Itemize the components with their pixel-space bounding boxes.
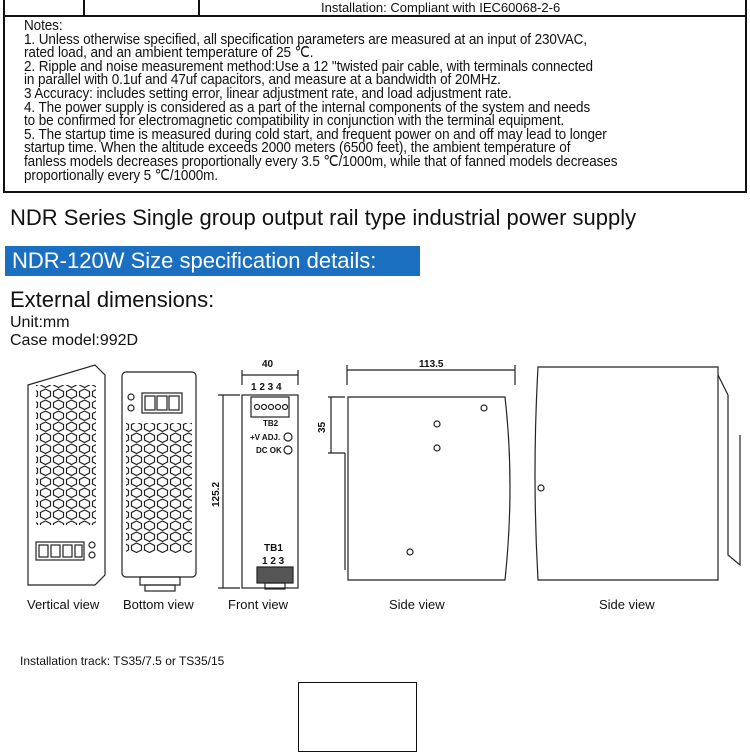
note-line: 1. Unless otherwise specified, all specification parameters are measured at an input of 230VAC, bbox=[24, 30, 588, 48]
vadj-label: +V ADJ. bbox=[250, 433, 281, 442]
unit-label: Unit:mm bbox=[10, 314, 70, 331]
note-line: 3 Accuracy: includes setting error, linear adjustment rate, and load adjustment rate. bbox=[24, 84, 512, 102]
series-title: NDR Series Single group output rail type industrial power supply bbox=[10, 205, 637, 230]
side-view-2-drawing bbox=[535, 367, 740, 580]
bottom-view-drawing bbox=[122, 372, 196, 591]
table-cell-text: Installation: Compliant with IEC60068-2-6 bbox=[321, 0, 561, 15]
width-dimension: 40 bbox=[262, 359, 274, 370]
installation-track-label: Installation track: TS35/7.5 or TS35/15 bbox=[20, 654, 225, 668]
caption-side-view-2: Side view bbox=[599, 597, 655, 612]
caption-front-view: Front view bbox=[228, 597, 288, 612]
vertical-view-drawing bbox=[28, 365, 105, 585]
note-line: 2. Ripple and noise measurement method:Use a 12 "twisted pair cable, with terminals connected bbox=[24, 57, 593, 75]
caption-bottom-view: Bottom view bbox=[123, 597, 194, 612]
spec-table-fragment bbox=[3, 0, 747, 17]
note-line: rated load, and an ambient temperature of 25 ℃. bbox=[24, 44, 314, 62]
side-view-drawing bbox=[328, 365, 515, 580]
caption-vertical-view: Vertical view bbox=[27, 597, 100, 612]
note-line: 5. The startup time is measured during cold start, and frequent power on and off may lead to longer bbox=[24, 125, 607, 143]
notes-box bbox=[3, 16, 747, 193]
notes-heading: Notes: bbox=[24, 17, 63, 34]
note-line: 4. The power supply is considered as a part of the internal components of the system and needs bbox=[24, 98, 591, 116]
dimension-drawings bbox=[0, 355, 750, 595]
section-banner: NDR-120W Size specification details: bbox=[5, 246, 420, 276]
dcok-label: DC OK bbox=[256, 446, 282, 455]
depth-dimension: 113.5 bbox=[419, 359, 444, 370]
note-line: startup time. When the altitude exceeds 2000 meters (6500 feet), the ambient temperature of bbox=[24, 139, 571, 157]
note-line: proportionally every 5 ℃/1000m. bbox=[24, 166, 218, 184]
rail-dimension: 35 bbox=[317, 421, 328, 433]
height-dimension: 125.2 bbox=[211, 481, 222, 507]
tb2-pins: 1 2 3 4 bbox=[251, 382, 282, 393]
note-line: to be confirmed for electromagnetic compatibility in conjunction with the terminal equipment. bbox=[24, 112, 565, 130]
external-dimensions-heading: External dimensions: bbox=[10, 287, 215, 312]
front-view-drawing bbox=[218, 370, 298, 589]
tb1-label: TB1 bbox=[264, 543, 283, 554]
case-model-label: Case model:992D bbox=[10, 332, 139, 349]
note-line: in parallel with 0.1uf and 47uf capacitors, and measure at a bandwidth of 20MHz. bbox=[24, 71, 501, 89]
note-line: fanless models decreases proportionally every 3.5 ℃/1000m, while that of fanned models decreases bbox=[24, 152, 618, 170]
tb2-label: TB2 bbox=[263, 419, 279, 428]
caption-side-view: Side view bbox=[389, 597, 445, 612]
tb1-pins: 1 2 3 bbox=[262, 556, 285, 567]
